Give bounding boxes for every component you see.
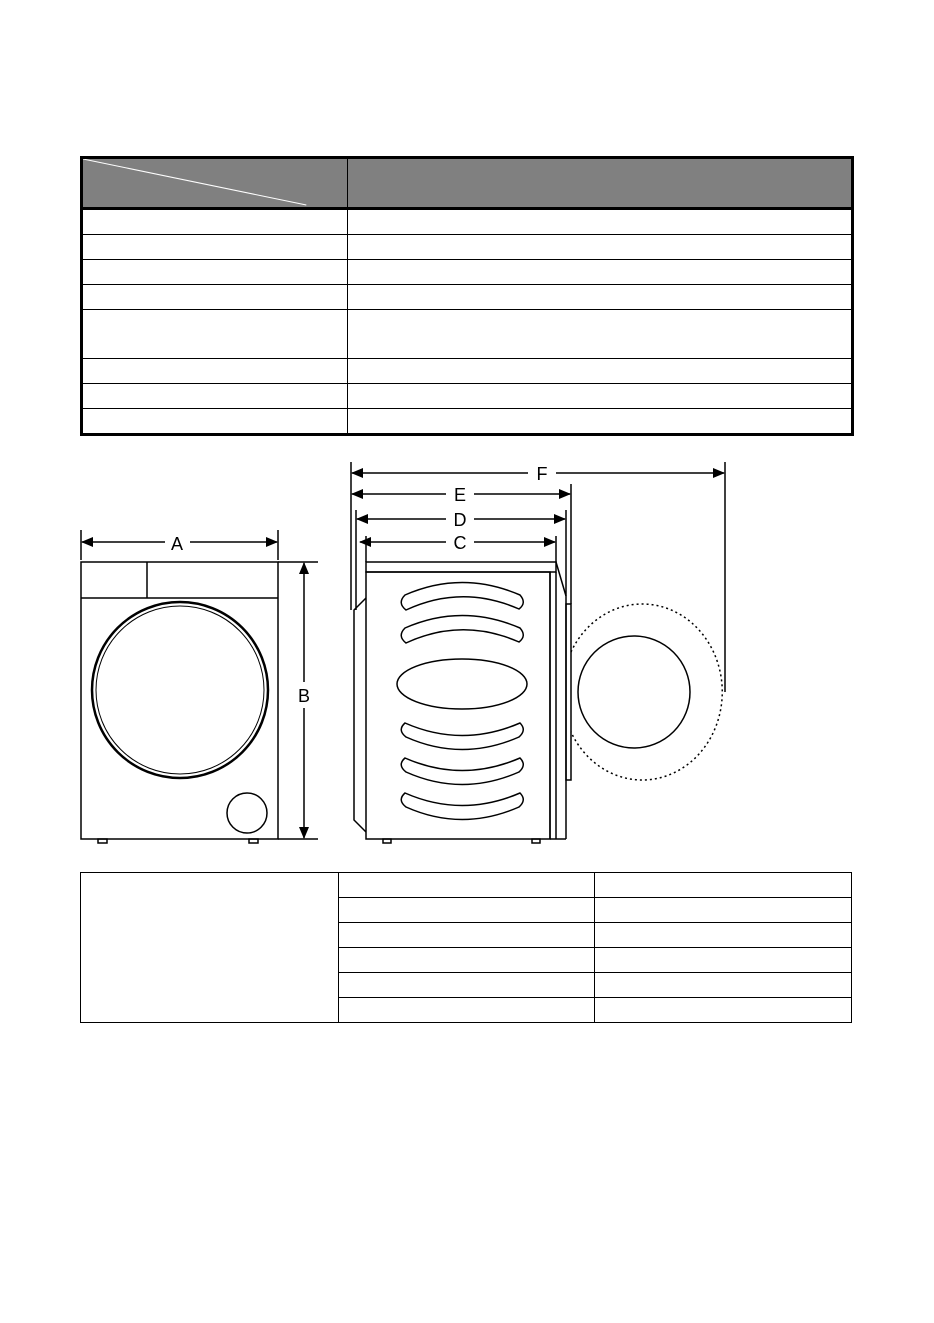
spec-label [82,285,348,310]
spec-value [348,260,853,285]
dimension-label-f: F [536,464,548,484]
spec-value [348,209,853,235]
side-front-bulge [354,598,366,832]
spec-value [348,285,853,310]
spec-table-corner-cell [82,158,348,209]
spec-label [82,384,348,409]
side-view [354,562,722,843]
vent-slot [401,583,523,611]
dimension-label-d: D [453,510,467,530]
spec-label [82,209,348,235]
table-row [82,384,853,409]
dimension-table [80,872,852,1023]
dimension-value [595,973,852,998]
open-door-swing [571,604,722,780]
table-row [82,409,853,435]
dimension-name [339,973,595,998]
dimension-label-b: B [297,686,311,706]
door-inner-ring [96,606,264,774]
dimension-value [595,948,852,973]
spec-label [82,359,348,384]
front-cabinet [81,562,278,839]
side-top-panel [366,562,556,572]
table-row [82,260,853,285]
spec-value [348,409,853,435]
spec-label [82,260,348,285]
vent-slot [401,793,523,820]
table-row [81,873,852,898]
dimension-value [595,923,852,948]
dimension-label-c: C [453,533,467,553]
vent-slot [401,616,523,644]
side-foot-right [532,839,540,843]
diagonal-divider [83,159,347,207]
side-foot-left [383,839,391,843]
spec-table-header [82,158,853,209]
front-foot-right [249,839,258,843]
table-row [82,235,853,260]
spec-value [348,384,853,409]
spec-label [82,409,348,435]
vent-slot-large [397,659,527,709]
dimension-value [595,873,852,898]
side-cabinet [366,572,550,839]
dimension-name [339,923,595,948]
dimension-name [339,873,595,898]
side-rear-slope [556,562,566,839]
dimension-label-e: E [453,485,467,505]
table-row [82,359,853,384]
spec-label [82,310,348,359]
spec-table-header-value [348,158,853,209]
front-foot-left [98,839,107,843]
table-row [82,209,853,235]
vent-slot [401,723,523,750]
door-outer-ring [92,602,268,778]
dimension-value [595,898,852,923]
vent-slot [401,758,523,785]
spec-label [82,235,348,260]
dimension-b [278,562,318,839]
side-door-hinge [566,604,571,780]
table-row [82,285,853,310]
dimension-label-a: A [170,534,184,554]
dimension-name [339,948,595,973]
dimension-c-d-e-f [351,462,725,692]
filter-cover [227,793,267,833]
dimension-value [595,998,852,1023]
spec-table [80,156,854,436]
front-view [81,562,278,843]
spec-value [348,310,853,359]
spec-value [348,359,853,384]
open-door-window [578,636,690,748]
dimension-name [339,998,595,1023]
spec-value [348,235,853,260]
dimension-table-title [81,873,339,1023]
table-row [82,310,853,359]
dimension-name [339,898,595,923]
dimension-a [81,530,278,560]
